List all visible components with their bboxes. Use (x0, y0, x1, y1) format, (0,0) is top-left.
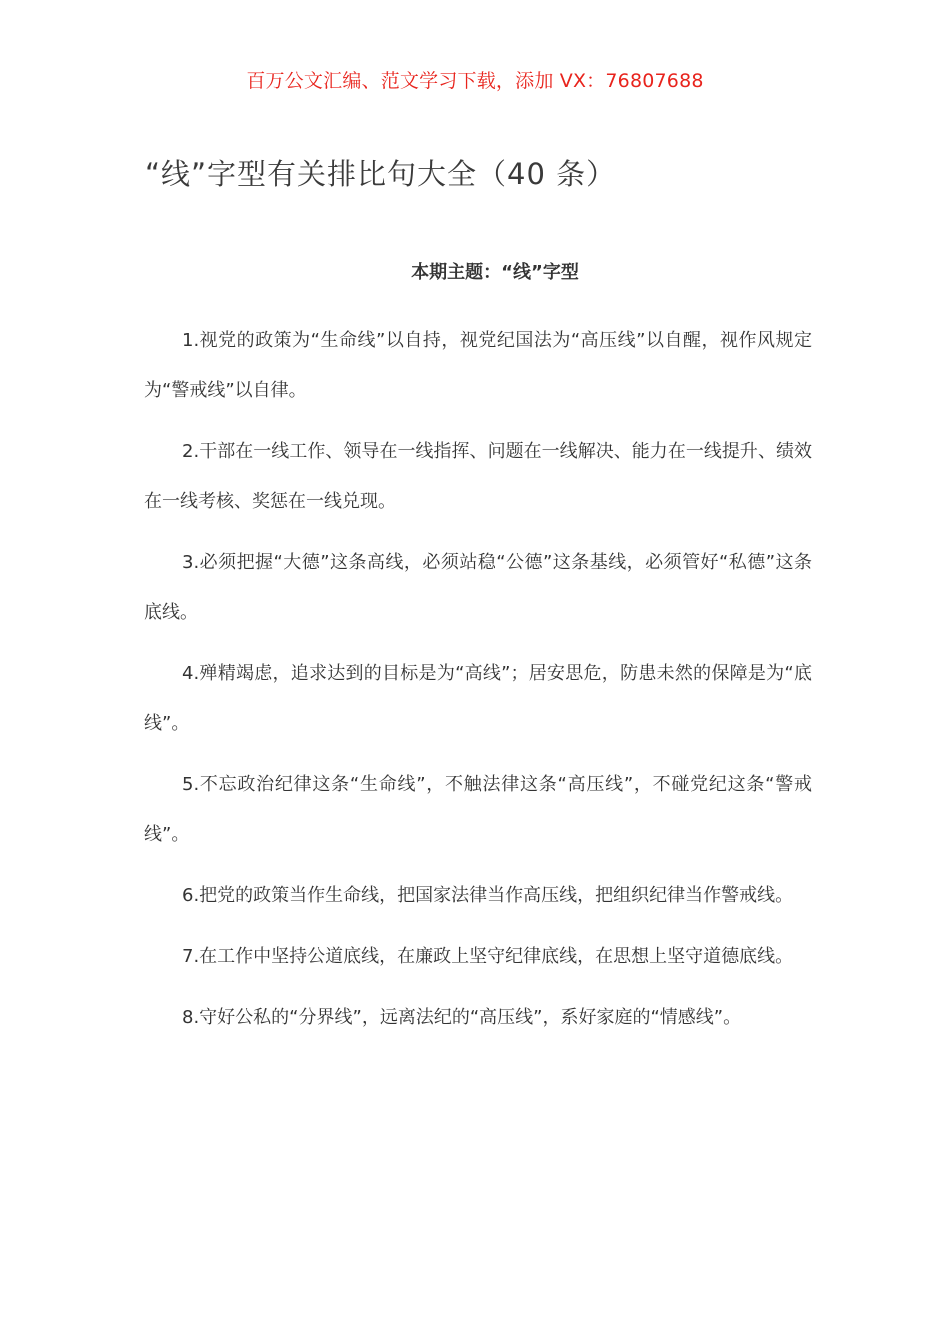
list-item: 6.把党的政策当作生命线，把国家法律当作高压线，把组织纪律当作警戒线。 (182, 885, 794, 906)
list-item: 7.在工作中坚持公道底线，在廉政上坚守纪律底线，在思想上坚守道德底线。 (182, 946, 794, 967)
list-item: 2.干部在一线工作、领导在一线指挥、问题在一线解决、能力在一线提升、绩效在一线考核、奖惩在一线兑现。 (144, 441, 812, 512)
list-item: 8.守好公私的“分界线”，远离法纪的“高压线”，系好家庭的“情感线”。 (182, 1007, 742, 1028)
document-title: “线”字型有关排比句大全（40 条） (145, 157, 617, 191)
list-item: 4.殚精竭虑，追求达到的目标是为“高线”；居安思危，防患未然的保障是为“底线”。 (144, 663, 812, 734)
theme-line: 本期主题：“线”字型 (411, 262, 579, 283)
list-item: 5.不忘政治纪律这条“生命线”，不触法律这条“高压线”，不碰党纪这条“警戒线”。 (144, 774, 812, 845)
list-item: 3.必须把握“大德”这条高线，必须站稳“公德”这条基线，必须管好“私德”这条底线。 (144, 552, 812, 623)
item-list (144, 316, 812, 1054)
list-item: 1.视党的政策为“生命线”以自持，视党纪国法为“高压线”以自醒，视作风规定为“警戒线”以自律。 (144, 330, 812, 401)
header-banner: 百万公文汇编、范文学习下载，添加 VX：76807688 (246, 70, 704, 92)
